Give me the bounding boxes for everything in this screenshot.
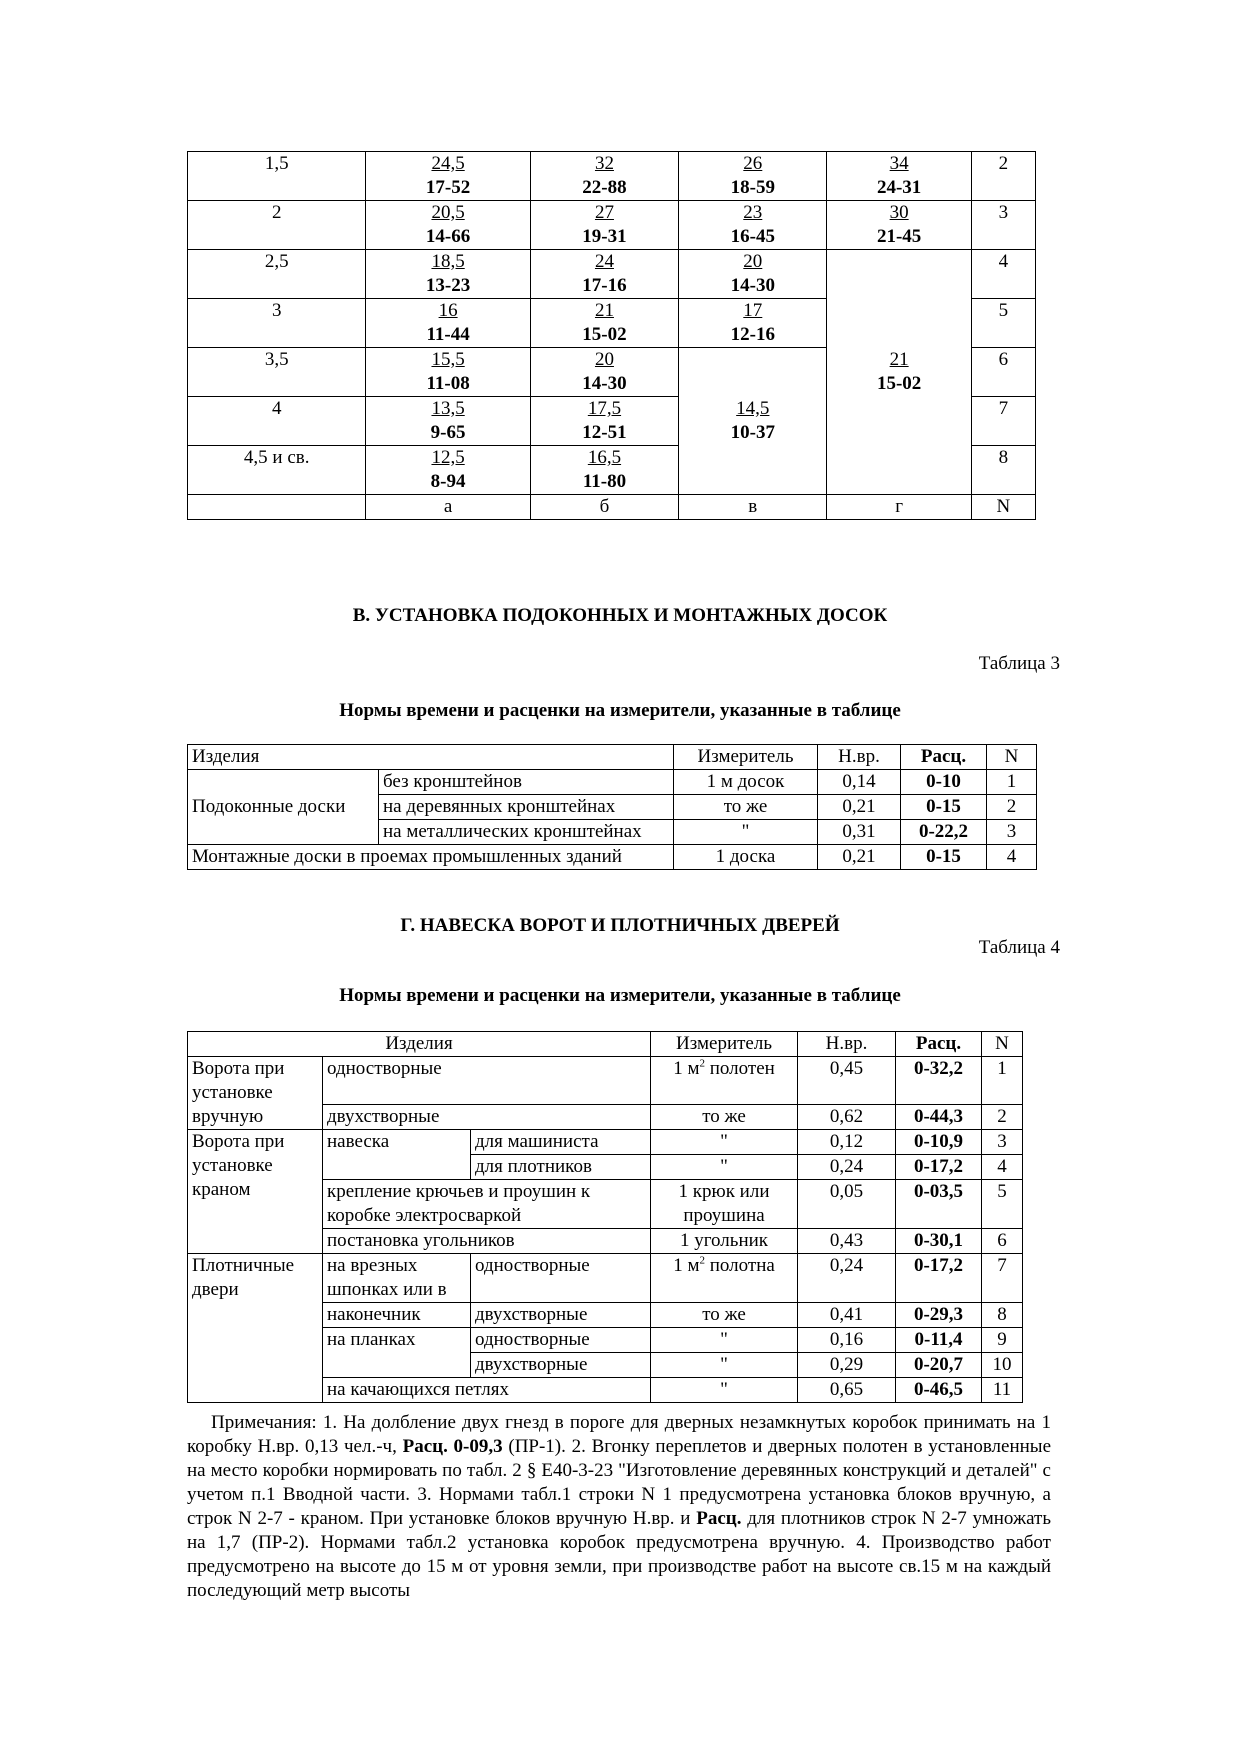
table-row <box>188 1130 1023 1155</box>
rate-cell: 0-10,9 <box>896 1130 982 1155</box>
unit-cell: то же <box>674 795 818 820</box>
rate-value: 11-80 <box>582 471 627 492</box>
column-header: N <box>982 1032 1023 1057</box>
rate-value: 21-45 <box>876 226 922 247</box>
norm-value: 20 <box>594 349 614 370</box>
notes-text: Примечания: 1. На долбление двух гнезд в пороге для дверных незамкнутых коробок принимать на 1 коробку Н.вр. 0,13 чел.-ч, <box>187 1412 1051 1457</box>
item-variant: для плотников <box>471 1155 651 1180</box>
unit-cell: 1 доска <box>674 845 818 870</box>
time-norm: 0,31 <box>818 820 901 845</box>
norm-value: 15,5 <box>431 349 465 370</box>
table-4 <box>187 1031 1023 1403</box>
item-subtype: без кронштейнов <box>379 770 674 795</box>
row-number: 1 <box>982 1057 1023 1105</box>
rate-reference: Расц. 0-09,3 <box>402 1436 503 1457</box>
time-norm: 0,05 <box>798 1180 896 1229</box>
norm-value: 21 <box>594 300 614 321</box>
row-number: 4 <box>982 1155 1023 1180</box>
time-norm: 0,12 <box>798 1130 896 1155</box>
rate-value: 19-31 <box>582 226 627 247</box>
rate-cell: 0-22,2 <box>901 820 987 845</box>
rate-value: 14-66 <box>425 226 471 247</box>
table-row <box>188 845 1037 870</box>
item-subtype: на металлических кронштейнах <box>379 820 674 845</box>
row-number: 4 <box>971 250 1035 299</box>
unit-text: полотен <box>705 1058 775 1079</box>
rate-cell: 0-46,5 <box>896 1378 982 1403</box>
row-number: 8 <box>982 1303 1023 1328</box>
time-norm: 0,45 <box>798 1057 896 1105</box>
table-row <box>188 770 1037 795</box>
table-row <box>188 250 1036 299</box>
rate-cell: 0-29,3 <box>896 1303 982 1328</box>
item-subtype: на планках <box>323 1328 471 1378</box>
column-header: Расц. <box>896 1032 982 1057</box>
column-header: Расц. <box>901 745 987 770</box>
row-number: 5 <box>971 299 1035 348</box>
row-number: 2 <box>987 795 1037 820</box>
rate-cell: 0-15 <box>901 845 987 870</box>
unit-text: 1 м <box>673 1058 700 1079</box>
notes-paragraph <box>187 1411 1051 1603</box>
merged-cell-v <box>679 348 827 495</box>
rate-value: 9-65 <box>430 422 466 443</box>
table-row <box>188 1254 1023 1303</box>
norm-value: 27 <box>594 202 614 223</box>
table-row <box>188 201 1036 250</box>
norm-value: 21 <box>889 349 909 370</box>
norm-value: 32 <box>594 153 614 174</box>
rate-value: 10-37 <box>730 422 775 443</box>
row-number: 7 <box>971 397 1035 446</box>
time-norm: 0,24 <box>798 1254 896 1303</box>
table-row <box>188 1057 1023 1105</box>
time-norm: 0,43 <box>798 1229 896 1254</box>
item-variant: одностворные <box>471 1328 651 1353</box>
norm-value: 12,5 <box>431 447 465 468</box>
norm-value: 13,5 <box>431 398 465 419</box>
row-number: 1 <box>987 770 1037 795</box>
row-number: 4 <box>987 845 1037 870</box>
rate-cell: 0-03,5 <box>896 1180 982 1229</box>
row-number: 9 <box>982 1328 1023 1353</box>
rate-cell: 0-20,7 <box>896 1353 982 1378</box>
thickness-cell: 4,5 и св. <box>188 446 366 495</box>
rate-value: 8-94 <box>430 471 466 492</box>
time-norm: 0,14 <box>818 770 901 795</box>
thickness-cell: 2 <box>188 201 366 250</box>
item-subtype: наконечник <box>323 1303 471 1328</box>
table-subtitle: Нормы времени и расценки на измерители, указанные в таблице <box>339 700 901 721</box>
rate-value: 12-16 <box>730 324 775 345</box>
table-subtitle: Нормы времени и расценки на измерители, указанные в таблице <box>339 985 901 1006</box>
rate-value: 17-16 <box>582 275 627 296</box>
item-subtype: двухстворные <box>323 1105 651 1130</box>
row-number: 11 <box>982 1378 1023 1403</box>
time-norm: 0,21 <box>818 845 901 870</box>
norm-value: 23 <box>743 202 763 223</box>
rate-value: 16-45 <box>730 226 775 247</box>
rate-cell: 0-44,3 <box>896 1105 982 1130</box>
unit-text: полотна <box>705 1255 775 1276</box>
column-letter: г <box>827 495 971 520</box>
time-norm: 0,21 <box>818 795 901 820</box>
unit-text: 1 м <box>673 1255 700 1276</box>
norm-value: 20,5 <box>431 202 465 223</box>
time-norm: 0,16 <box>798 1328 896 1353</box>
norm-value: 26 <box>743 153 763 174</box>
row-number: 3 <box>982 1130 1023 1155</box>
table-3 <box>187 744 1037 870</box>
unit-cell: 1 угольник <box>651 1229 798 1254</box>
norm-value: 34 <box>889 153 909 174</box>
norm-value: 16 <box>438 300 458 321</box>
rate-value: 15-02 <box>582 324 627 345</box>
norm-value: 16,5 <box>587 447 622 468</box>
item-subtype: навеска <box>323 1130 471 1180</box>
norm-value: 17,5 <box>587 398 622 419</box>
column-header: Н.вр. <box>818 745 901 770</box>
unit-cell <box>651 1254 798 1303</box>
item-variant: двухстворные <box>471 1303 651 1328</box>
item-variant: двухстворные <box>471 1353 651 1378</box>
table-footer-row <box>188 495 1036 520</box>
notes-text: (ПР-1). 2. Вгонку переплетов и дверных полотен в установленные на место коробки нормировать по табл. 2 § Е40-3-23 "Изготовление деревянных конструкций и деталей" с учетом п.1 Вводной части. 3. Нормами табл.1 строки N 1 предусмотрена установка блоков вручную, а строк N 2-7 - краном. При установке блоков вручную Н.вр. и <box>187 1436 1051 1529</box>
unit-cell: " <box>674 820 818 845</box>
unit-cell <box>651 1057 798 1105</box>
rate-cell: 0-30,1 <box>896 1229 982 1254</box>
row-number: 3 <box>971 201 1035 250</box>
time-norm: 0,62 <box>798 1105 896 1130</box>
time-norm: 0,29 <box>798 1353 896 1378</box>
time-norm: 0,41 <box>798 1303 896 1328</box>
item-subtype: на врезных шпонках или в <box>323 1254 471 1303</box>
item-name: Монтажные доски в проемах промышленных зданий <box>188 845 674 870</box>
time-norm: 0,65 <box>798 1378 896 1403</box>
unit-cell: 1 м досок <box>674 770 818 795</box>
unit-cell: то же <box>651 1105 798 1130</box>
rate-value: 17-52 <box>425 177 471 198</box>
column-letter: б <box>530 495 678 520</box>
rate-value: 11-08 <box>426 373 470 394</box>
section-title: Г. НАВЕСКА ВОРОТ И ПЛОТНИЧНЫХ ДВЕРЕЙ <box>400 915 840 936</box>
rate-value: 13-23 <box>425 275 471 296</box>
column-header: Н.вр. <box>798 1032 896 1057</box>
rate-cell: 0-11,4 <box>896 1328 982 1353</box>
table-header-row <box>188 1032 1023 1057</box>
rate-value: 12-51 <box>582 422 627 443</box>
unit-exponent: 2 <box>699 1254 705 1267</box>
column-header: Изделия <box>188 1032 651 1057</box>
rate-value: 15-02 <box>876 373 922 394</box>
row-number: 5 <box>982 1180 1023 1229</box>
unit-cell: " <box>651 1155 798 1180</box>
rate-cell: 0-10 <box>901 770 987 795</box>
group-label: Подоконные доски <box>188 770 379 845</box>
rate-cell: 0-15 <box>901 795 987 820</box>
table-header-row <box>188 745 1037 770</box>
rate-value: 18-59 <box>730 177 775 198</box>
rate-cell: 0-17,2 <box>896 1155 982 1180</box>
item-variant: одностворные <box>471 1254 651 1303</box>
thickness-cell: 1,5 <box>188 152 366 201</box>
unit-cell: " <box>651 1353 798 1378</box>
column-header: N <box>987 745 1037 770</box>
norm-value: 30 <box>889 202 909 223</box>
item-subtype: на деревянных кронштейнах <box>379 795 674 820</box>
table-label: Таблица 3 <box>978 653 1060 674</box>
norm-value: 24,5 <box>431 153 465 174</box>
rate-value: 22-88 <box>582 177 627 198</box>
group-label: Плотничные двери <box>188 1254 323 1403</box>
norm-value: 14,5 <box>736 398 770 419</box>
thickness-cell: 2,5 <box>188 250 366 299</box>
unit-cell: " <box>651 1328 798 1353</box>
table-row <box>188 152 1036 201</box>
item-subtype: постановка угольников <box>323 1229 651 1254</box>
table-label: Таблица 4 <box>978 937 1060 958</box>
group-label: Ворота при установке вручную <box>188 1057 323 1130</box>
rate-cell: 0-17,2 <box>896 1254 982 1303</box>
column-letter: N <box>971 495 1035 520</box>
rate-value: 14-30 <box>730 275 775 296</box>
item-subtype: на качающихся петлях <box>323 1378 651 1403</box>
unit-cell: " <box>651 1378 798 1403</box>
row-number: 6 <box>982 1229 1023 1254</box>
unit-exponent: 2 <box>699 1057 705 1070</box>
item-subtype: крепление крючьев и проушин к коробке электросваркой <box>323 1180 651 1229</box>
rate-reference: Расц. <box>696 1508 742 1529</box>
group-label: Ворота при установке краном <box>188 1130 323 1254</box>
row-number: 3 <box>987 820 1037 845</box>
unit-cell: 1 крюк или проушина <box>651 1180 798 1229</box>
section-title: В. УСТАНОВКА ПОДОКОННЫХ И МОНТАЖНЫХ ДОСОК <box>352 605 888 626</box>
rate-cell: 0-32,2 <box>896 1057 982 1105</box>
norm-value: 24 <box>594 251 614 272</box>
merged-cell-g <box>827 250 971 495</box>
norm-value: 17 <box>743 300 763 321</box>
row-number: 10 <box>982 1353 1023 1378</box>
unit-cell: то же <box>651 1303 798 1328</box>
notes-text: для плотников строк N 2-7 умножать на 1,7 (ПР-2). Нормами табл.2 установка коробок предусмотрена вручную. 4. Производство работ предусмотрено на высоте до 15 м от уровня земли, при производстве работ на высоте св.15 м на каждый последующий метр высоты <box>187 1508 1051 1601</box>
row-number: 7 <box>982 1254 1023 1303</box>
column-header: Изделия <box>188 745 674 770</box>
rate-value: 11-44 <box>426 324 470 345</box>
rate-value: 24-31 <box>876 177 922 198</box>
item-variant: для машиниста <box>471 1130 651 1155</box>
column-header: Измеритель <box>651 1032 798 1057</box>
row-number: 2 <box>971 152 1035 201</box>
norm-value: 18,5 <box>431 251 465 272</box>
table-2 <box>187 151 1036 520</box>
row-number: 8 <box>971 446 1035 495</box>
row-number: 6 <box>971 348 1035 397</box>
thickness-cell: 3,5 <box>188 348 366 397</box>
column-letter: в <box>679 495 827 520</box>
row-number: 2 <box>982 1105 1023 1130</box>
item-subtype: одностворные <box>323 1057 651 1105</box>
column-letter: а <box>366 495 530 520</box>
unit-cell: " <box>651 1130 798 1155</box>
thickness-cell: 3 <box>188 299 366 348</box>
column-header: Измеритель <box>674 745 818 770</box>
time-norm: 0,24 <box>798 1155 896 1180</box>
norm-value: 20 <box>743 251 763 272</box>
rate-value: 14-30 <box>582 373 627 394</box>
thickness-cell: 4 <box>188 397 366 446</box>
